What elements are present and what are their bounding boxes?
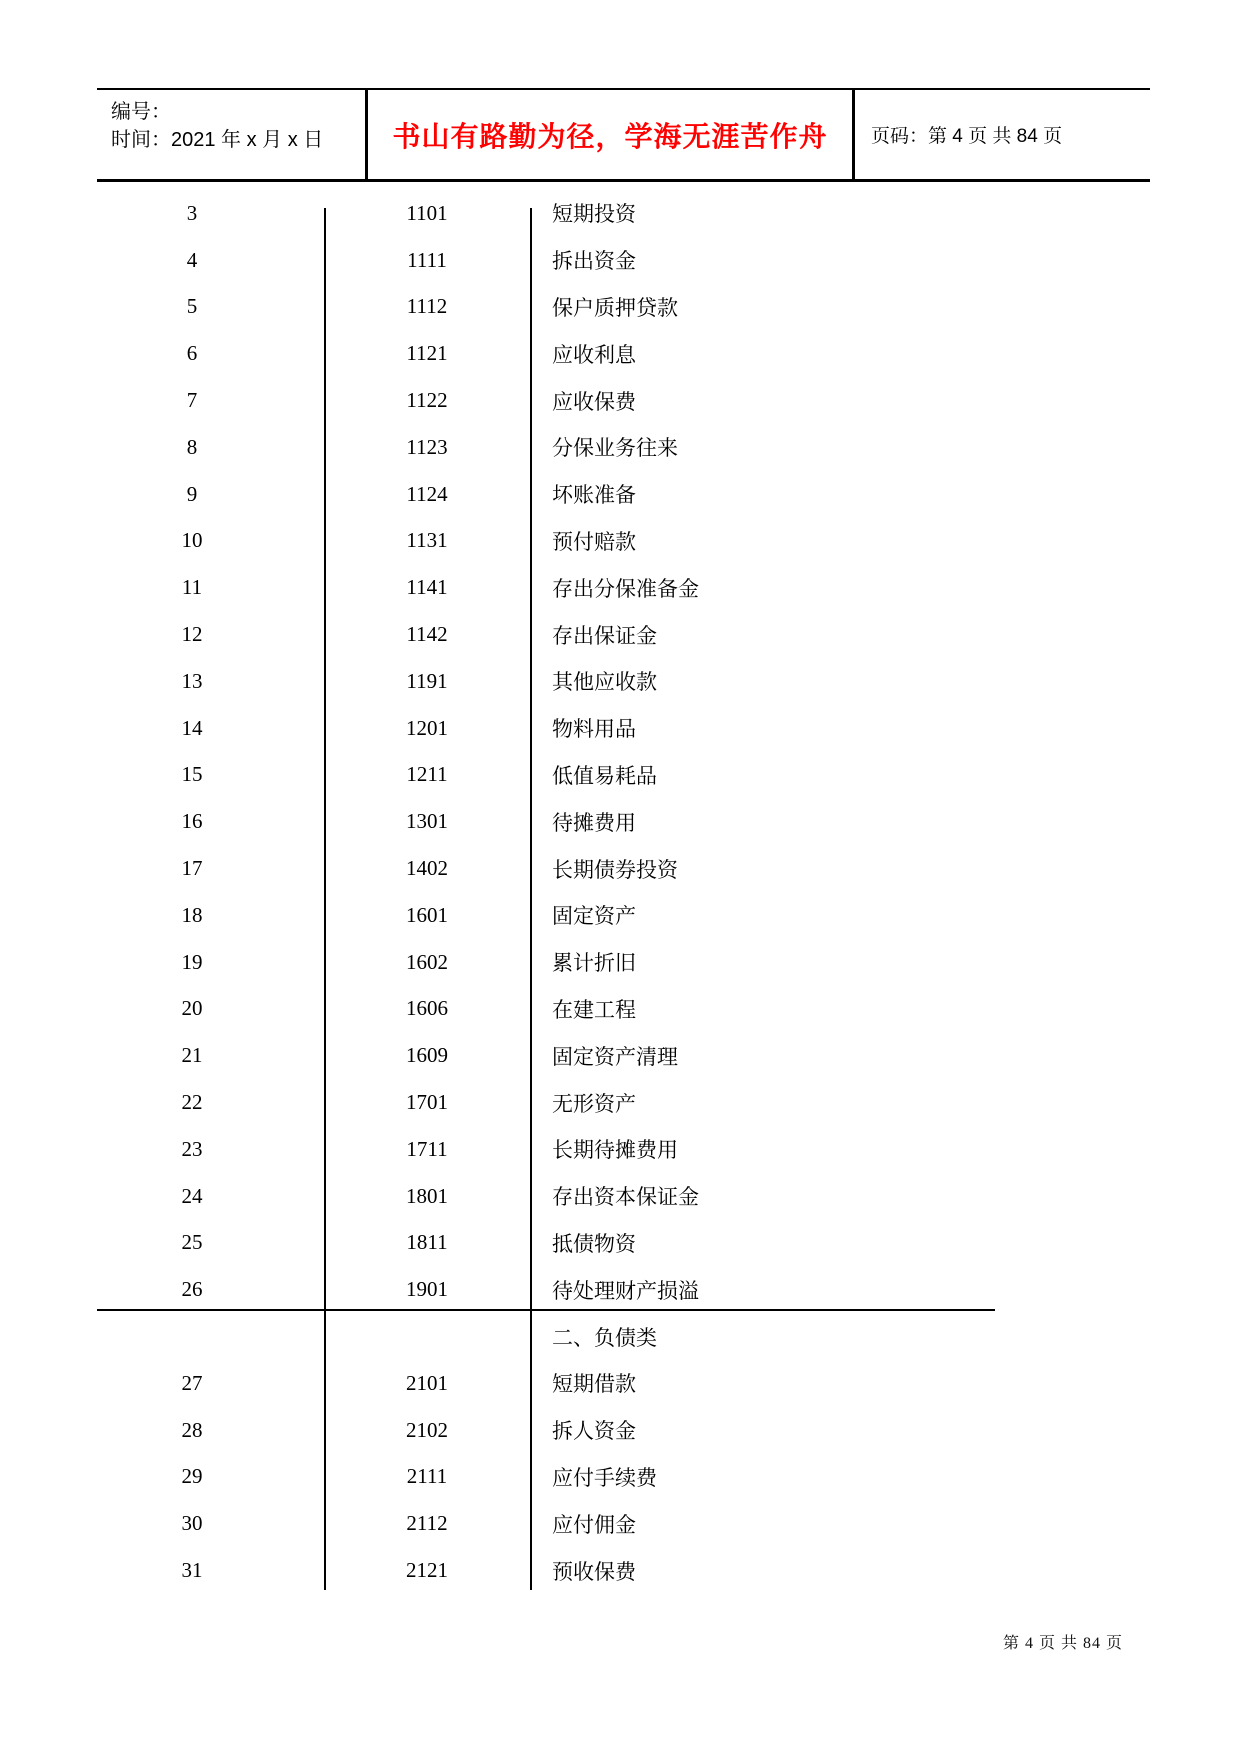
table-row (60, 1547, 1150, 1594)
row-number: 12 (181, 622, 203, 647)
table-row (60, 1407, 1150, 1454)
account-name: 低值易耗品 (552, 763, 657, 788)
account-name: 待摊费用 (552, 810, 636, 835)
account-code: 1122 (406, 388, 448, 413)
row-number: 24 (181, 1183, 203, 1208)
row-number: 7 (186, 388, 198, 413)
account-name: 存出分保准备金 (552, 576, 699, 601)
account-code: 2111 (406, 1464, 448, 1489)
header-number-label: 编号： (111, 101, 171, 123)
account-name: 短期投资 (552, 202, 636, 227)
table-row (60, 845, 1150, 892)
account-name: 在建工程 (552, 997, 636, 1022)
table-row (60, 284, 1150, 331)
account-code: 1142 (406, 622, 448, 647)
account-code: 1124 (406, 481, 448, 506)
row-number: 30 (181, 1511, 203, 1536)
row-number: 14 (181, 715, 203, 740)
account-table (60, 190, 1150, 1594)
account-name: 固定资产清理 (552, 1044, 678, 1069)
table-row (60, 330, 1150, 377)
table-row (60, 377, 1150, 424)
table-row (60, 705, 1150, 752)
account-name: 其他应收款 (552, 670, 657, 695)
table-row (60, 1173, 1150, 1220)
row-number: 3 (186, 200, 198, 225)
table-row (60, 1266, 1150, 1313)
header-page-info: 页码：第 4 页 共 84 页 (871, 126, 1063, 147)
header-page-cell (855, 90, 1150, 179)
account-code: 1101 (406, 200, 448, 225)
row-number: 8 (186, 434, 198, 459)
account-code: 1601 (406, 902, 448, 927)
table-row (60, 564, 1150, 611)
account-name: 预收保费 (552, 1559, 636, 1584)
table-row (60, 1454, 1150, 1501)
row-number: 5 (186, 294, 198, 319)
account-code: 1211 (406, 762, 448, 787)
account-code: 2121 (406, 1558, 448, 1582)
account-code: 1201 (406, 715, 448, 740)
row-number: 29 (181, 1464, 203, 1489)
row-number: 15 (181, 762, 203, 787)
account-code: 1701 (406, 1090, 448, 1115)
account-code: 1602 (406, 949, 448, 974)
row-number: 13 (181, 668, 203, 693)
table-row (60, 1220, 1150, 1267)
header-motto-text: 书山有路勤为径，学海无涯苦作舟 (392, 121, 828, 153)
table-row (60, 892, 1150, 939)
account-name: 长期债券投资 (552, 857, 678, 882)
account-name: 存出资本保证金 (552, 1185, 699, 1210)
account-code: 2112 (406, 1511, 448, 1536)
table-row (60, 1126, 1150, 1173)
account-code: 1711 (406, 1136, 448, 1161)
row-number: 28 (181, 1417, 203, 1442)
account-name: 无形资产 (552, 1091, 636, 1116)
account-code: 1112 (406, 294, 448, 319)
header-motto-cell (368, 90, 855, 179)
account-code: 1901 (406, 1277, 448, 1302)
table-row (60, 1360, 1150, 1407)
account-code: 1121 (406, 341, 448, 366)
row-number: 10 (181, 528, 203, 553)
row-number: 23 (181, 1136, 203, 1161)
account-name: 保户质押贷款 (552, 295, 678, 320)
table-row (60, 1032, 1150, 1079)
account-name: 短期借款 (552, 1372, 636, 1397)
table-row (60, 658, 1150, 705)
account-code: 1606 (406, 996, 448, 1021)
table-row (60, 939, 1150, 986)
account-code: 1811 (406, 1230, 448, 1255)
account-name: 固定资产 (552, 904, 636, 929)
account-code: 1141 (406, 575, 448, 600)
row-number: 9 (186, 481, 198, 506)
table-row (60, 986, 1150, 1033)
table-row (60, 471, 1150, 518)
row-number: 20 (181, 996, 203, 1021)
row-number: 22 (181, 1090, 203, 1115)
row-number: 31 (181, 1558, 203, 1582)
row-number: 11 (181, 575, 203, 600)
account-name: 预付赔款 (552, 529, 636, 554)
account-name: 待处理财产损溢 (552, 1278, 699, 1303)
account-code: 1123 (406, 434, 448, 459)
row-number: 18 (181, 902, 203, 927)
row-number: 16 (181, 809, 203, 834)
footer-page-info: 第 4 页 共 84 页 (1002, 1635, 1123, 1652)
account-name: 应收保费 (552, 389, 636, 414)
account-code: 2102 (406, 1417, 448, 1442)
table-row (60, 237, 1150, 284)
section-header-row (60, 1313, 1150, 1360)
account-code: 1402 (406, 856, 448, 881)
account-name: 坏账准备 (552, 483, 636, 508)
row-number: 19 (181, 949, 203, 974)
table-row (60, 752, 1150, 799)
row-number: 27 (181, 1370, 203, 1395)
account-code: 1131 (406, 528, 448, 553)
row-number: 6 (186, 341, 198, 366)
account-name: 存出保证金 (552, 623, 657, 648)
account-name: 长期待摊费用 (552, 1138, 678, 1163)
header-meta-cell (97, 90, 368, 179)
header-time-label: 时间：2021 年 x 月 x 日 (111, 129, 324, 151)
row-number: 17 (181, 856, 203, 881)
account-name: 拆人资金 (552, 1419, 636, 1444)
account-name: 二、负债类 (552, 1325, 657, 1350)
account-code: 1609 (406, 1043, 448, 1068)
account-name: 拆出资金 (552, 249, 636, 274)
table-row (60, 518, 1150, 565)
account-code: 1191 (406, 668, 448, 693)
account-code: 1301 (406, 809, 448, 834)
account-name: 物料用品 (552, 717, 636, 742)
account-name: 累计折旧 (552, 951, 636, 976)
table-row (60, 1079, 1150, 1126)
account-name: 抵债物资 (552, 1231, 636, 1256)
account-code: 2101 (406, 1370, 448, 1395)
table-row (60, 190, 1150, 237)
row-number: 25 (181, 1230, 203, 1255)
row-number: 26 (181, 1277, 203, 1302)
page-header (97, 88, 1150, 182)
page-footer (1003, 1630, 1123, 1653)
table-row (60, 424, 1150, 471)
account-name: 应付佣金 (552, 1512, 636, 1537)
row-number: 4 (186, 247, 198, 272)
table-row (60, 798, 1150, 845)
account-name: 分保业务往来 (552, 436, 678, 461)
account-name: 应收利息 (552, 342, 636, 367)
table-row (60, 611, 1150, 658)
table-row (60, 1500, 1150, 1547)
account-code: 1111 (407, 247, 447, 272)
account-code: 1801 (406, 1183, 448, 1208)
account-name: 应付手续费 (552, 1465, 657, 1490)
row-number: 21 (181, 1043, 203, 1068)
